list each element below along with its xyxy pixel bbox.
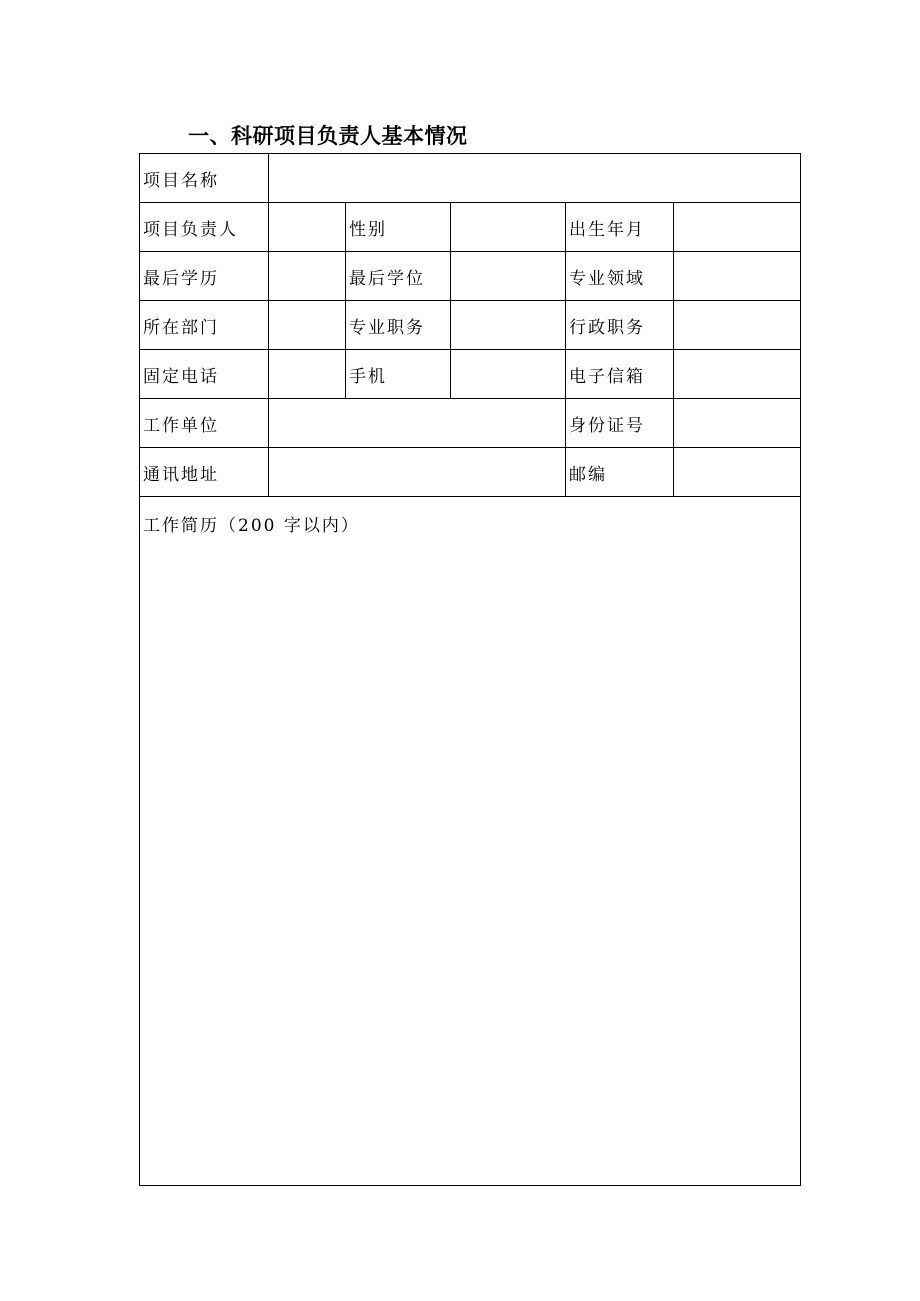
phone-value[interactable] <box>272 350 345 398</box>
field-value[interactable] <box>677 252 800 300</box>
admin-title-value[interactable] <box>677 301 800 349</box>
degree-field[interactable] <box>451 252 566 301</box>
leader-label: 项目负责人 <box>140 203 269 252</box>
resume-label: 工作简历（200 字以内） <box>143 516 360 536</box>
project-name-label: 项目名称 <box>140 154 269 203</box>
project-name-field[interactable] <box>269 154 801 203</box>
degree-label: 最后学位 <box>346 252 451 301</box>
education-value[interactable] <box>272 252 345 300</box>
postcode-label: 邮编 <box>566 448 674 497</box>
prof-title-label: 专业职务 <box>346 301 451 350</box>
email-label: 电子信箱 <box>566 350 674 399</box>
resume-field[interactable] <box>140 497 801 1186</box>
phone-label: 固定电话 <box>140 350 269 399</box>
email-field[interactable] <box>674 350 801 399</box>
department-label: 所在部门 <box>140 301 269 350</box>
mobile-field[interactable] <box>451 350 566 399</box>
employer-label: 工作单位 <box>140 399 269 448</box>
table-row-employer <box>140 399 801 448</box>
table-row-resume <box>140 497 801 1186</box>
birth-label: 出生年月 <box>566 203 674 252</box>
project-name-value[interactable] <box>272 154 800 202</box>
id-value[interactable] <box>677 399 800 447</box>
table-row-address <box>140 448 801 497</box>
address-value[interactable] <box>272 448 565 496</box>
phone-field[interactable] <box>269 350 346 399</box>
field-field[interactable] <box>674 252 801 301</box>
postcode-field[interactable] <box>674 448 801 497</box>
gender-field[interactable] <box>451 203 566 252</box>
address-field[interactable] <box>269 448 566 497</box>
field-label: 专业领域 <box>566 252 674 301</box>
department-field[interactable] <box>269 301 346 350</box>
education-label: 最后学历 <box>140 252 269 301</box>
leader-value[interactable] <box>272 203 345 251</box>
table-row-phone <box>140 350 801 399</box>
education-field[interactable] <box>269 252 346 301</box>
birth-field[interactable] <box>674 203 801 252</box>
leader-info-table <box>139 153 801 1186</box>
employer-value[interactable] <box>272 399 565 447</box>
id-field[interactable] <box>674 399 801 448</box>
email-value[interactable] <box>677 350 800 398</box>
address-label: 通讯地址 <box>140 448 269 497</box>
gender-label: 性别 <box>346 203 451 252</box>
prof-title-value[interactable] <box>454 301 565 349</box>
admin-title-field[interactable] <box>674 301 801 350</box>
table-row-leader <box>140 203 801 252</box>
admin-title-label: 行政职务 <box>566 301 674 350</box>
mobile-label: 手机 <box>346 350 451 399</box>
department-value[interactable] <box>272 301 345 349</box>
leader-field[interactable] <box>269 203 346 252</box>
degree-value[interactable] <box>454 252 565 300</box>
prof-title-field[interactable] <box>451 301 566 350</box>
birth-value[interactable] <box>677 203 800 251</box>
employer-field[interactable] <box>269 399 566 448</box>
mobile-value[interactable] <box>454 350 565 398</box>
table-row-education <box>140 252 801 301</box>
postcode-value[interactable] <box>677 448 800 496</box>
table-row-project-name <box>140 154 801 203</box>
id-label: 身份证号 <box>566 399 674 448</box>
gender-value[interactable] <box>454 203 565 251</box>
table-row-department <box>140 301 801 350</box>
page-title: 一、科研项目负责人基本情况 <box>188 124 468 148</box>
